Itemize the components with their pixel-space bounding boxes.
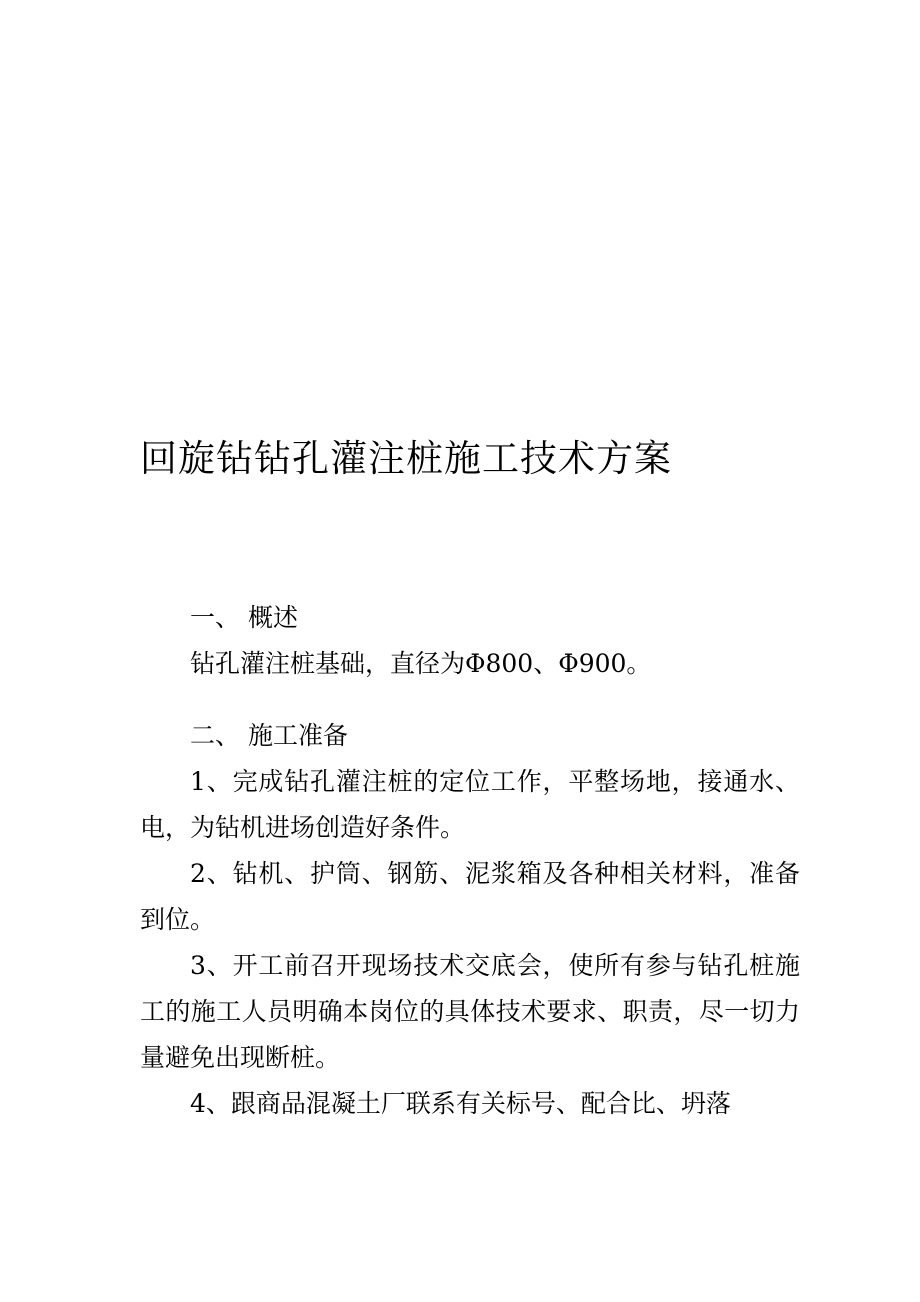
paragraph-preparation-1: 1、完成钻孔灌注桩的定位工作，平整场地，接通水、电，为钻机进场创造好条件。 bbox=[140, 767, 800, 842]
section-heading-preparation: 二、 施工准备 bbox=[190, 721, 348, 750]
paragraph-overview-1: 钻孔灌注桩基础，直径为Φ800、Φ900。 bbox=[190, 649, 652, 678]
paragraph-preparation-2: 2、钻机、护筒、钢筋、泥浆箱及各种相关材料，准备到位。 bbox=[140, 859, 800, 934]
document-body bbox=[140, 595, 800, 1127]
paragraph-preparation-3: 3、开工前召开现场技术交底会，使所有参与钻孔桩施工的施工人员明确本岗位的具体技术要求、职责，尽一切力量避免出现断桩。 bbox=[140, 951, 800, 1072]
paragraph-preparation-4: 4、跟商品混凝土厂联系有关标号、配合比、坍落 bbox=[190, 1089, 731, 1118]
section-heading-overview: 一、 概述 bbox=[190, 603, 298, 632]
section-spacer bbox=[140, 687, 800, 713]
page-title: 回旋钻钻孔灌注桩施工技术方案 bbox=[140, 436, 672, 480]
